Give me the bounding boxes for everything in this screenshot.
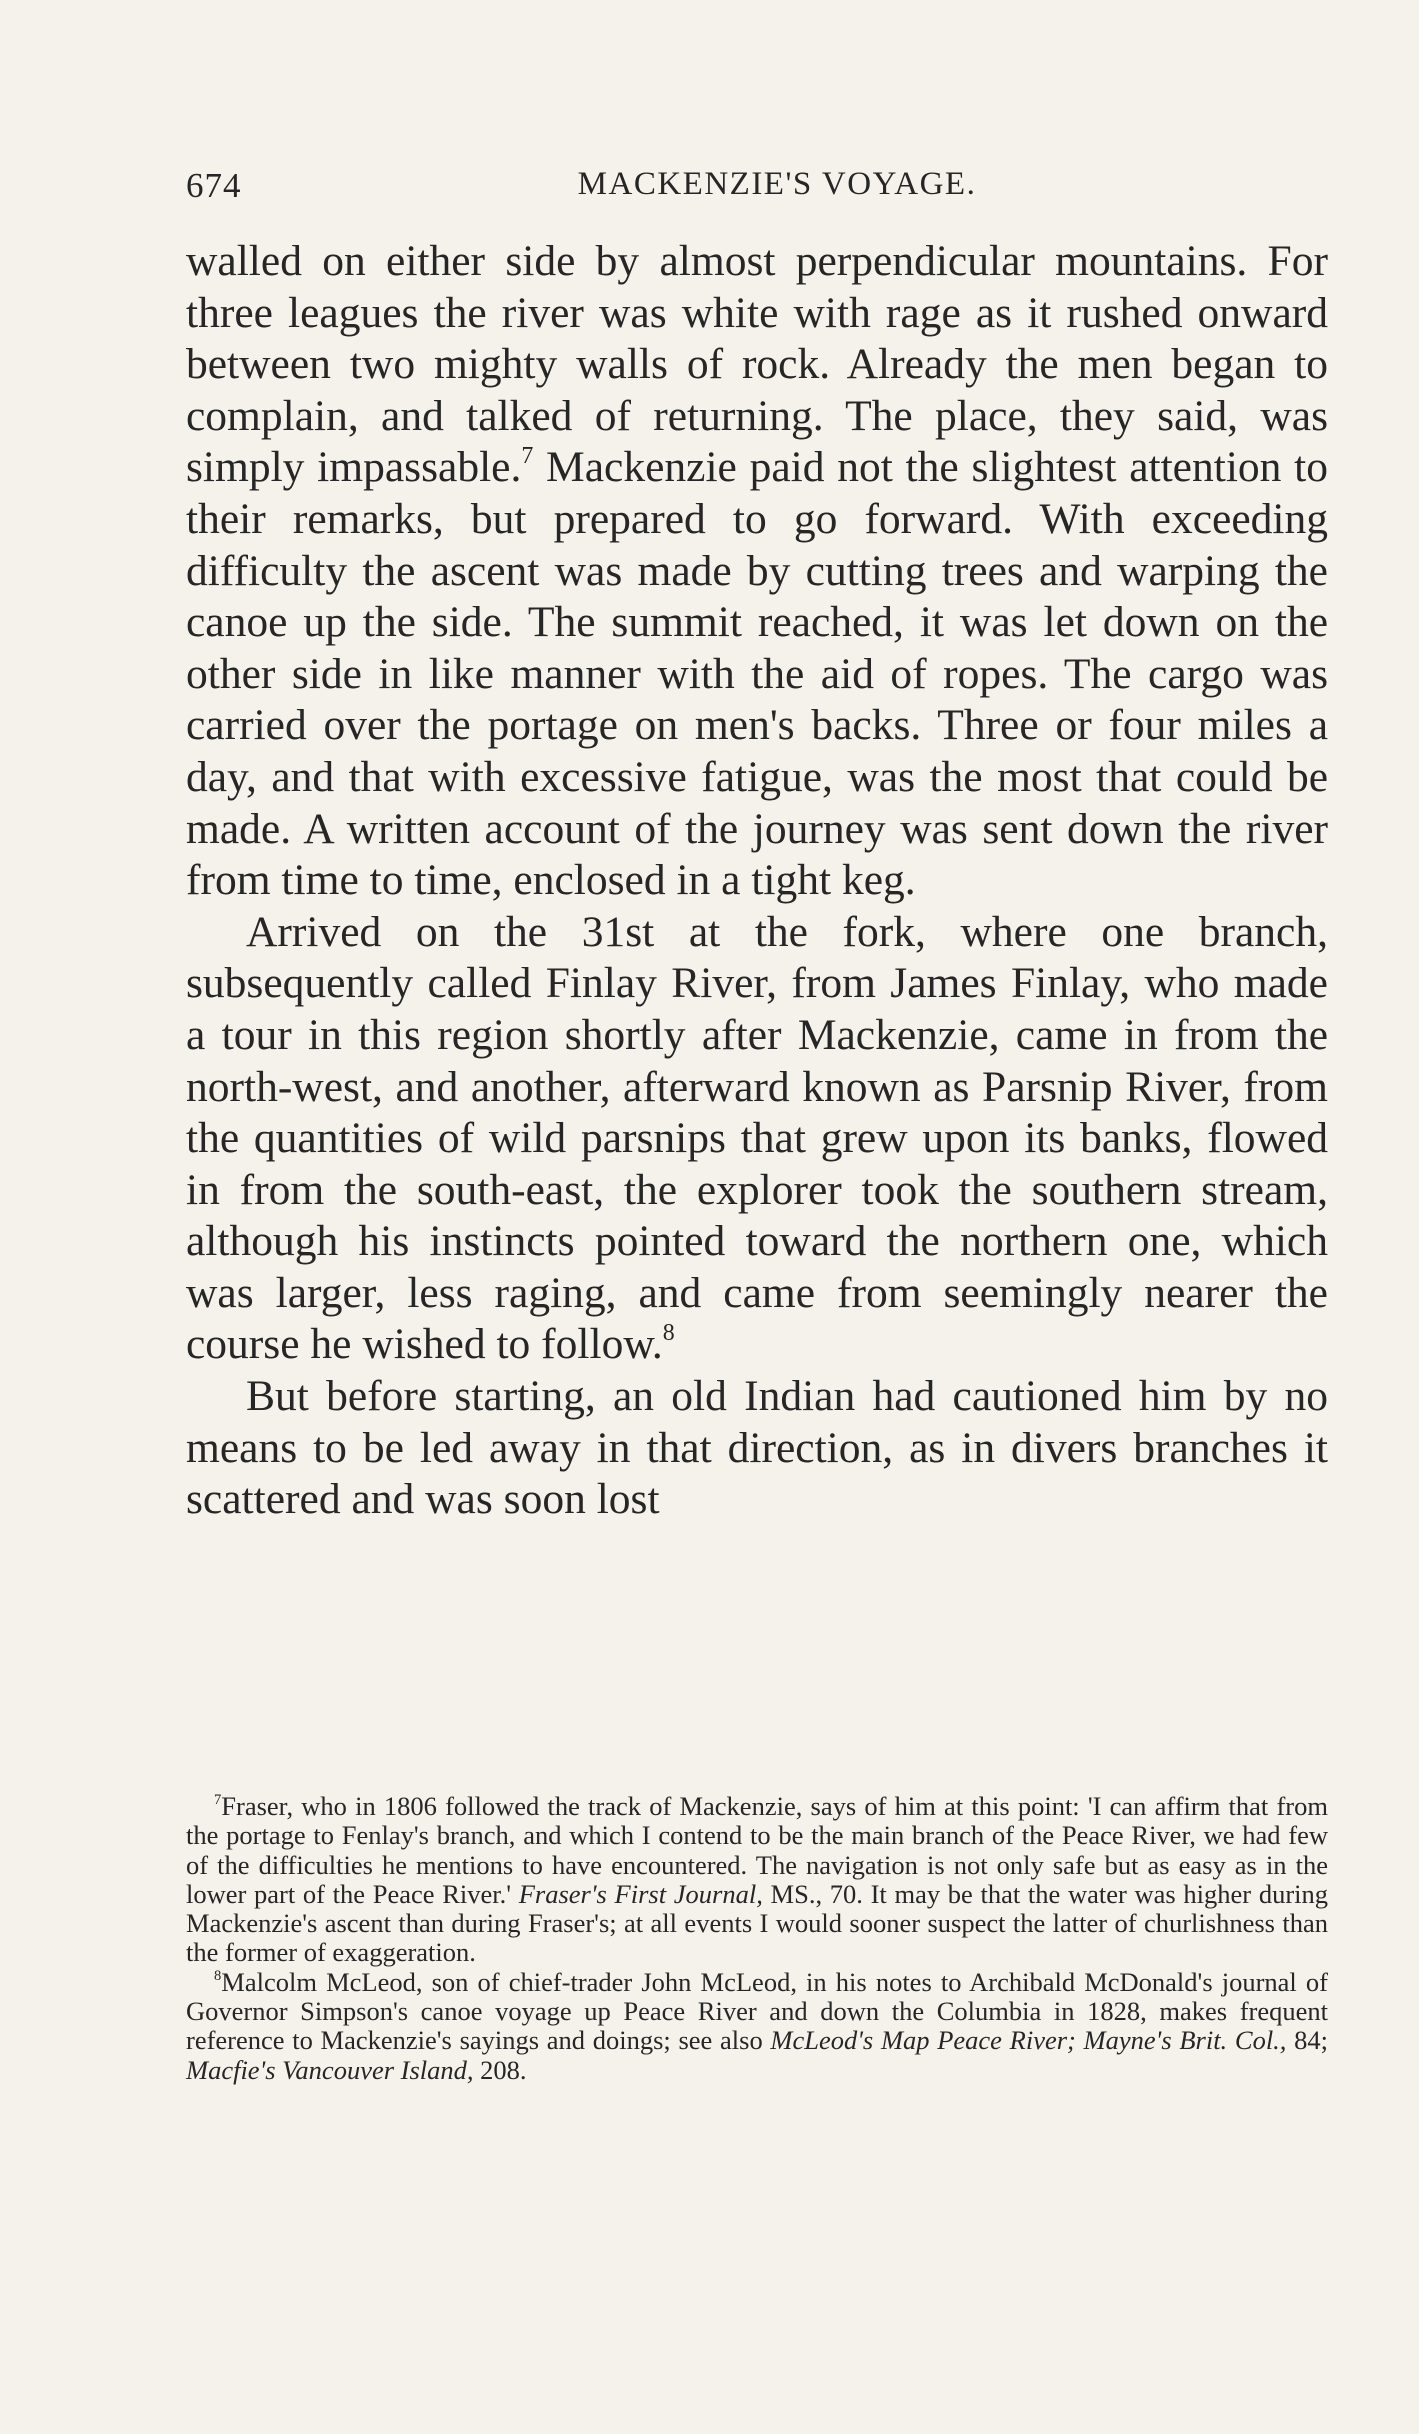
paragraph-2-text: Arrived on the 31st at the fork, where one branch, subsequently called Finlay River, from James Finlay, who made a tour in this region shortly after Mackenzie, came in from the north-west, and another, afterward known as Parsnip River, from the quantities of wild parsnips that grew upon its banks, flowed in from the south-east, the explorer took the southern stream, although his instincts pointed toward the northern one, which was larger, less raging, and came from seemingly nearer the course he wished to follow. [186, 907, 1328, 1369]
paragraph-3-text: But before starting, an old Indian had cautioned him by no means to be led away in that direction, as in divers branches it scattered and was soon lost [186, 1372, 1328, 1524]
footnote-ref-7: 7 [521, 443, 534, 470]
footnote-ref-8: 8 [662, 1320, 675, 1347]
footnote-8-text-end: 208. [473, 2054, 527, 2085]
footnote-7-text-continued: MS., 70. It may be that the water was higher during Mackenzie's ascent than during Fraser's; at all events I would sooner suspect the latter of churlishness than the former of exaggeration. [186, 1878, 1329, 1968]
footnote-8-text: Malcolm McLeod, son of chief-trader John McLeod, in his notes to Archibald McDonald's journal of Governor Simpson's canoe voyage up Peace River and down the Columbia in 1828, makes frequent reference to Mackenzie's sayings and doings; see also [186, 1966, 1328, 2056]
footnote-8 [186, 1968, 1328, 2085]
footnotes [186, 1792, 1328, 2085]
paragraph-1-text-a: walled on either side by almost perpendicular mountains. For three leagues the river was white with rage as it rushed onward between two mighty walls of rock. Already the men began to complain, and talked of returning. The place, they said, was simply impassable. [186, 237, 1328, 492]
page-number: 674 [186, 166, 242, 205]
paragraph-2 [186, 907, 1328, 1371]
paragraph-3 [186, 1371, 1328, 1526]
footnote-8-mark: 8 [214, 1967, 222, 1984]
footnote-7-text: Fraser, who in 1806 followed the track of Mackenzie, says of him at this point: 'I can affirm that from the portage to Fenlay's branch, and which I contend to be the main branch of the Peace River, we had few of the difficulties he mentions to have encountered. The navigation is not only safe but as easy as in the lower part of the Peace River.' [186, 1791, 1328, 1909]
page-header [186, 166, 1328, 216]
paragraph-1-text-b: Mackenzie paid not the slightest attention to their remarks, but prepared to go forward. With exceeding difficulty the ascent was made by cutting trees and warping the canoe up the side. The summit reached, it was let down on the other side in like manner with the aid of ropes. The cargo was carried over the portage on men's backs. Three or four miles a day, and that with excessive fatigue, was the most that could be made. A written account of the journey was sent down the river from time to time, enclosed in a tight keg. [186, 443, 1328, 905]
footnote-7-mark: 7 [214, 1792, 222, 1809]
running-head: MACKENZIE'S VOYAGE. [577, 166, 977, 202]
footnote-8-text-continued: 84; [1286, 2025, 1329, 2056]
footnote-8-citation-1: McLeod's Map Peace River; Mayne's Brit. Col., [770, 2025, 1287, 2056]
footnote-7-citation: Fraser's First Journal, [518, 1878, 763, 1909]
footnote-7 [186, 1792, 1328, 1968]
footnote-8-citation-2: Macfie's Vancouver Island, [186, 2054, 474, 2085]
body-text [186, 236, 1328, 1526]
paragraph-1 [186, 236, 1328, 907]
